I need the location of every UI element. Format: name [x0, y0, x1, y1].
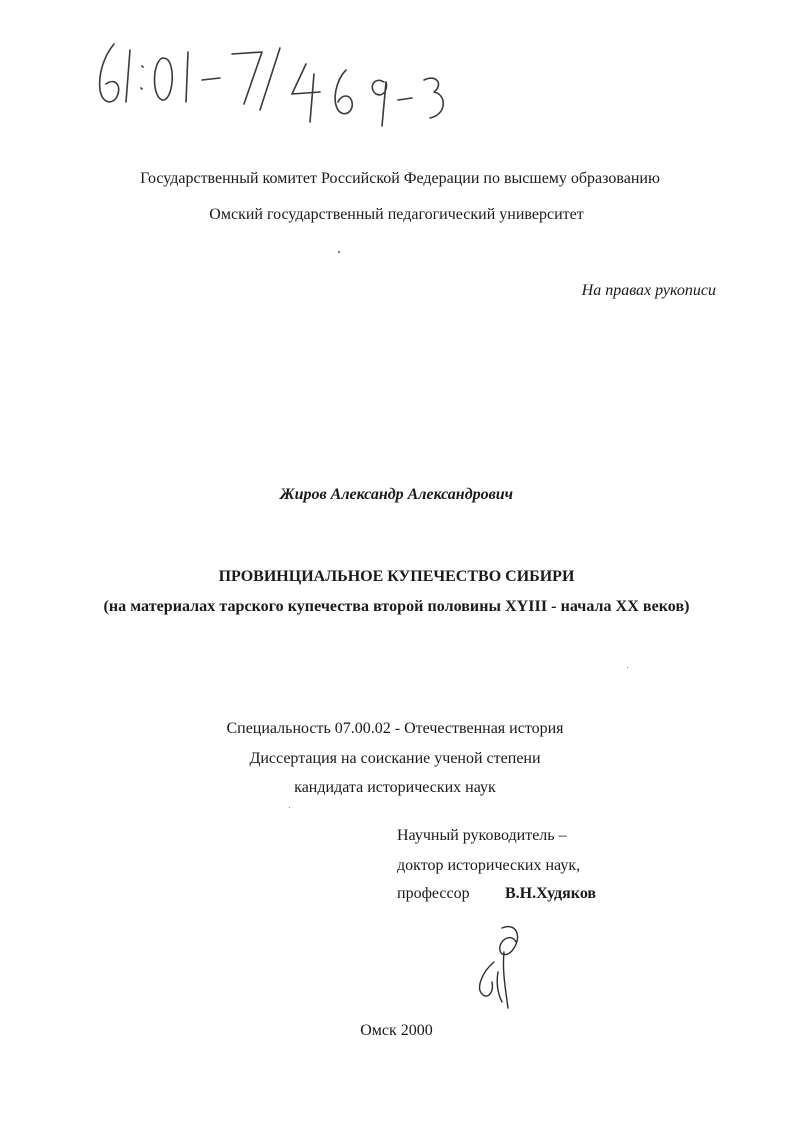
supervisor-line — [397, 884, 596, 904]
supervisor-position: профессор — [397, 885, 470, 902]
specialty-line: Специальность 07.00.02 - Отечественная история — [226, 720, 564, 737]
signature-drawing — [472, 922, 532, 1012]
candidate-degree-line: кандидата исторических наук — [294, 779, 496, 796]
city-year: Омск 2000 — [360, 1022, 433, 1039]
supervisor-label: Научный руководитель – — [397, 827, 567, 844]
scan-speck — [338, 251, 340, 253]
dissertation-degree-line: Диссертация на соискание ученой степени — [249, 750, 541, 767]
supervisor-name: В.Н.Худяков — [505, 885, 597, 902]
manuscript-rights-note: На правах рукописи — [581, 282, 716, 299]
dissertation-subtitle: (на материалах тарского купечества второй половины XYIII - начала XX веков) — [103, 598, 690, 615]
handwritten-archive-code — [92, 30, 462, 130]
university-name: Омский государственный педагогический университет — [209, 206, 584, 223]
author-name: Жиров Александр Александрович — [279, 486, 514, 503]
dissertation-title: ПРОВИНЦИАЛЬНОЕ КУПЕЧЕСТВО СИБИРИ — [218, 568, 575, 585]
scan-speck — [289, 807, 290, 808]
supervisor-degree: доктор исторических наук, — [397, 857, 581, 874]
handwritten-archive-code-drawing — [92, 30, 462, 130]
committee-name: Государственный комитет Российской Федерации по высшему образованию — [140, 170, 660, 187]
scan-speck — [627, 667, 628, 668]
supervisor-signature — [472, 922, 532, 1012]
